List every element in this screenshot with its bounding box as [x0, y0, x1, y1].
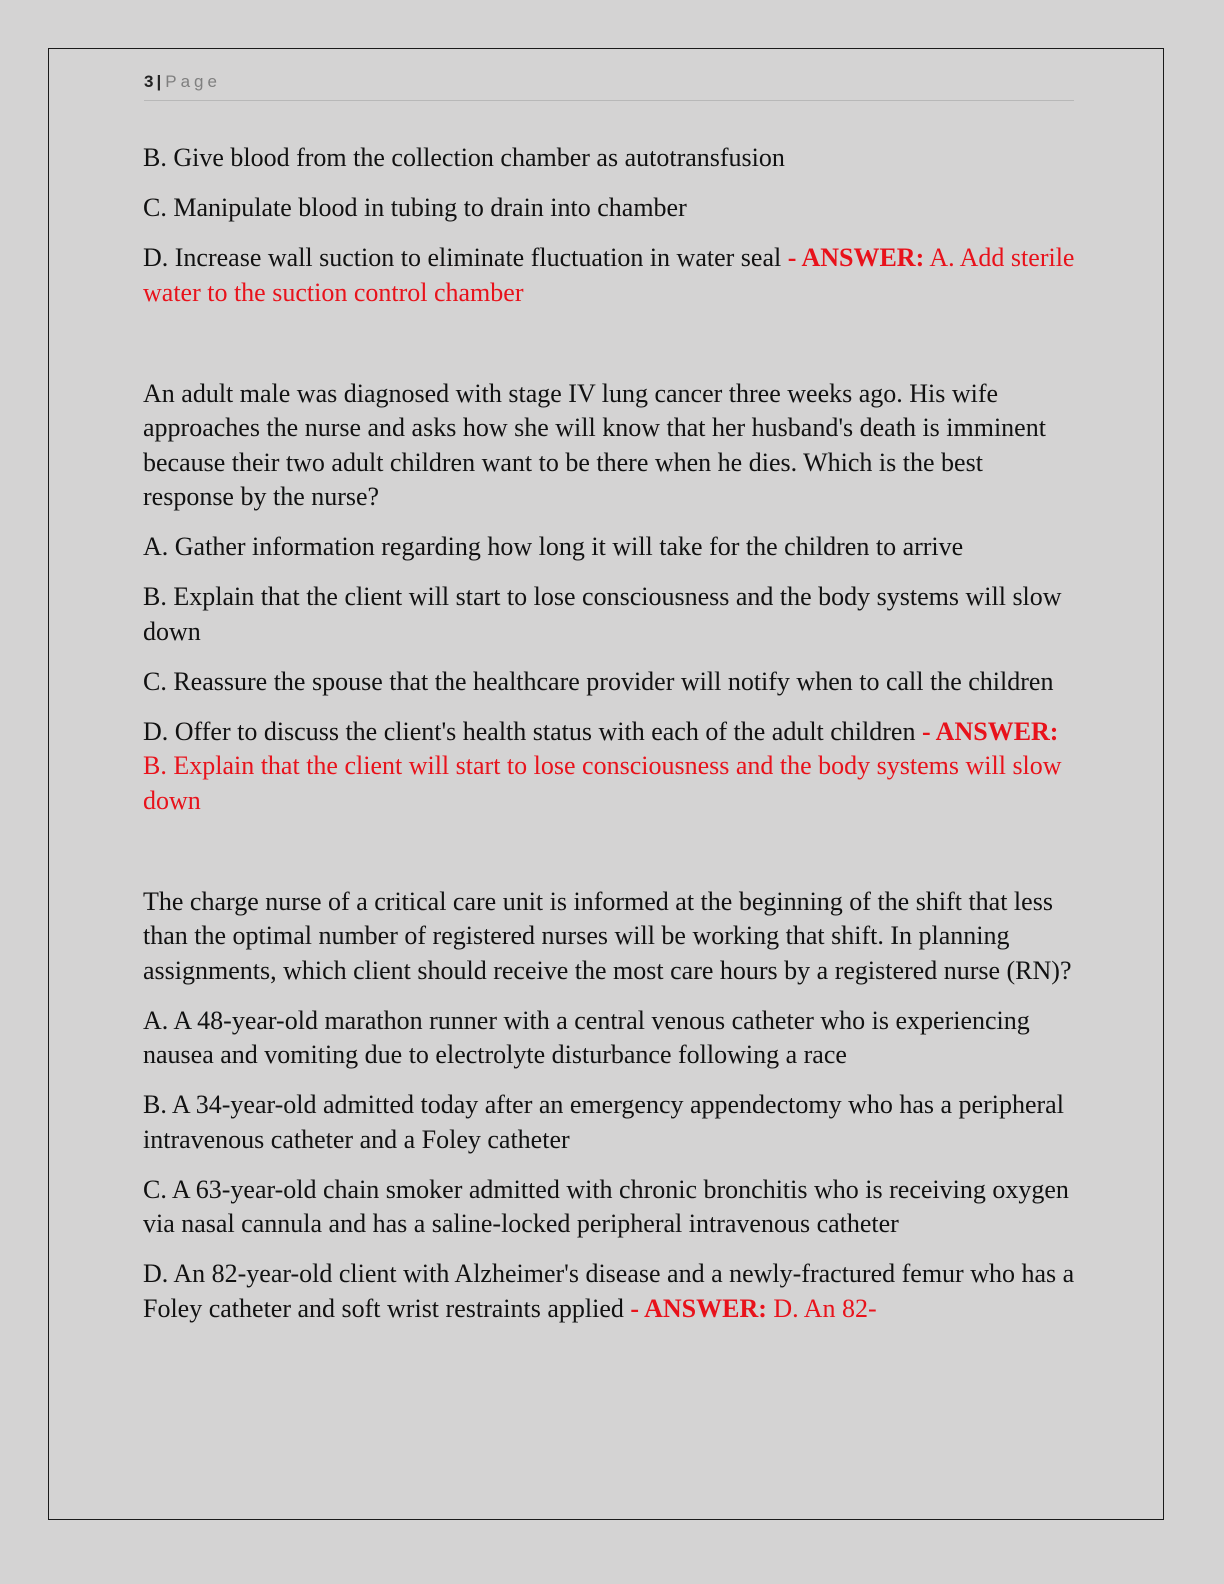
q3-stem: The charge nurse of a critical care unit is informed at the beginning of the shift that less than the optimal number of registered nurses will be working that shift. In planning assignments, which client should receive the most care hours by a registered nurse (RN)? [143, 886, 1072, 985]
q2-option-c: C. Reassure the spouse that the healthcare provider will notify when to call the children [143, 666, 1054, 696]
answer-prefix: - ANSWER: [630, 1293, 767, 1323]
q1-option-d-with-answer [143, 241, 1078, 310]
q3-answer [630, 1294, 876, 1323]
answer-prefix: - ANSWER: [787, 243, 925, 272]
answer-prefix: - ANSWER: [921, 716, 1059, 746]
q2-option-d: D. Offer to discuss the client's health status with each of the adult children [143, 716, 916, 746]
question-spacer [143, 834, 1078, 885]
document-body [143, 141, 1078, 1342]
header-separator: | [156, 72, 162, 91]
page-label: Page [165, 72, 221, 91]
q1-option-b: B. Give blood from the collection chamber as autotransfusion [143, 143, 785, 172]
q2-stem: An adult male was diagnosed with stage IV lung cancer three weeks ago. His wife approaches the nurse and asks how she will know that her husband's death is imminent because their two adult children want to be there when he dies. Which is the best response by the nurse? [143, 378, 1046, 511]
q2-answer-text: B. Explain that the client will start to lose consciousness and the body systems will slow down [143, 751, 1062, 815]
q3-option-d-with-answer [143, 1257, 1078, 1326]
q3-option-d: D. An 82-year-old client with Alzheimer's disease and a newly-fractured femur who has a Foley catheter and soft wrist restraints applied [143, 1259, 1075, 1323]
q2-option-d-with-answer [143, 715, 1078, 819]
q3-option-a: A. A 48-year-old marathon runner with a central venous catheter who is experiencing nausea and vomiting due to electrolyte disturbance following a race [143, 1005, 1030, 1069]
page-header [144, 72, 1074, 101]
q2-option-b: B. Explain that the client will start to lose consciousness and the body systems will slow down [143, 582, 1062, 646]
q2-option-a: A. Gather information regarding how long it will take for the children to arrive [143, 532, 964, 561]
q3-option-c: C. A 63-year-old chain smoker admitted with chronic bronchitis who is receiving oxygen via nasal cannula and has a saline-locked peripheral intravenous catheter [143, 1174, 1069, 1238]
q1-option-c: C. Manipulate blood in tubing to drain into chamber [143, 193, 687, 222]
q3-answer-text: D. An 82- [773, 1293, 877, 1323]
q1-answer-text: A. Add sterile water to the suction control chamber [143, 243, 1075, 307]
page-number: 3 [144, 72, 154, 91]
q3-option-b: B. A 34-year-old admitted today after an emergency appendectomy who has a peripheral intravenous catheter and a Foley catheter [143, 1090, 1064, 1154]
q1-option-d: D. Increase wall suction to eliminate fluctuation in water seal [143, 243, 782, 272]
question-spacer [143, 326, 1078, 377]
